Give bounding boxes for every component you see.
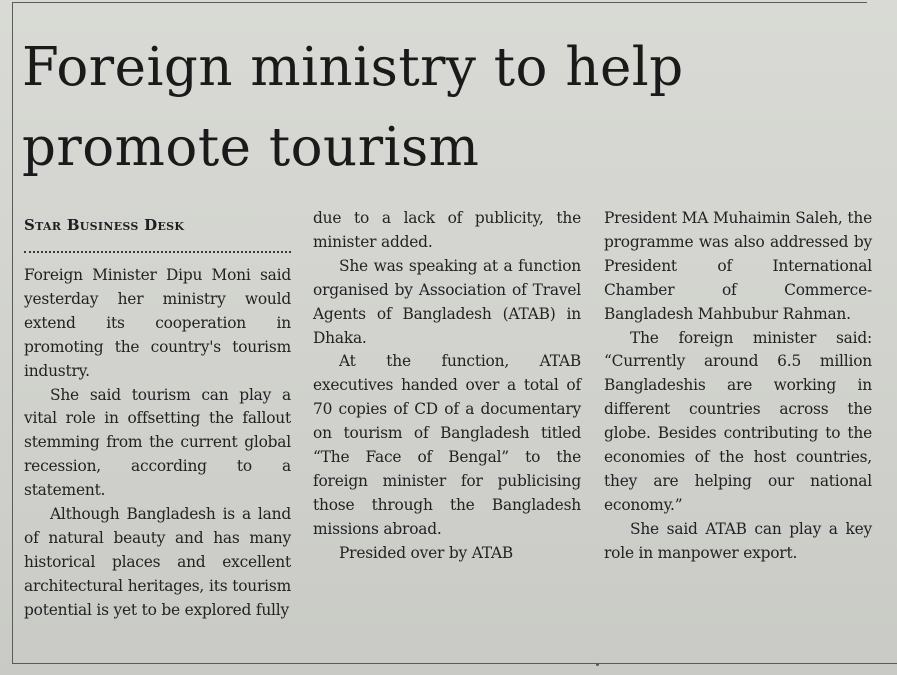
paragraph: Foreign Minister Dipu Moni said yesterday her ministry would extend its cooperation in promoting the country's tourism industry. <box>24 266 291 380</box>
left-border-rule <box>12 2 13 664</box>
paragraph: She said tourism can play a vital role in offsetting the fallout stemming from the current global recession, according to a statement. <box>24 385 291 500</box>
paragraph: At the function, ATAB executives handed over a total of 70 copies of CD of a documentary on tourism of Bangladesh titled “The Face of Bengal” to the foreign minister for publicising those through the Bangladesh missions abroad. <box>313 352 581 538</box>
byline: Star Business Desk <box>24 216 185 234</box>
paragraph: President MA Muhaimin Saleh, the programme was also addressed by President of International Chamber of Commerce-Bangladesh Mahbubur Rahman. <box>604 209 872 323</box>
paragraph: She was speaking at a function organised by Association of Travel Agents of Bangladesh (ATAB) in Dhaka. <box>313 256 581 347</box>
paragraph: The foreign minister said: “Currently around 6.5 million Bangladeshis are working in different countries across the globe. Besides contributing to the economies of the host countries, they are helping our national economy.” <box>604 328 872 514</box>
bottom-border-rule <box>12 663 897 664</box>
paragraph: Although Bangladesh is a land of natural beauty and has many historical places and excellent architectural heritages, its tourism potential is yet to be explored fully <box>24 505 291 619</box>
paragraph: Presided over by ATAB <box>339 543 514 562</box>
article-column-3 <box>604 207 872 566</box>
headline-line-2: promote tourism <box>22 117 480 178</box>
headline <box>22 28 882 188</box>
byline-dotted-rule <box>24 251 291 253</box>
article-column-2 <box>313 207 581 566</box>
headline-line-1: Foreign ministry to help <box>22 37 684 98</box>
paragraph: due to a lack of publicity, the minister added. <box>313 209 581 251</box>
print-speck <box>596 663 599 666</box>
paragraph: She said ATAB can play a key role in manpower export. <box>604 519 872 562</box>
top-border-rule <box>12 2 867 3</box>
article-column-1 <box>24 264 291 623</box>
